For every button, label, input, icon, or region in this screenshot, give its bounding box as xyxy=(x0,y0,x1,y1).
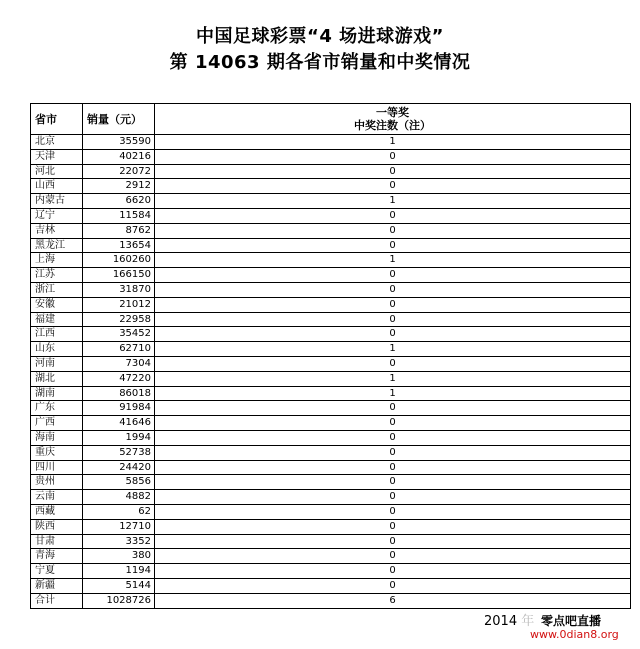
table-row xyxy=(31,564,631,579)
table-row xyxy=(31,430,631,445)
cell-winners: 0 xyxy=(155,549,631,564)
cell-sales: 11584 xyxy=(83,208,155,223)
cell-winners: 0 xyxy=(155,504,631,519)
cell-sales: 21012 xyxy=(83,297,155,312)
cell-winners: 0 xyxy=(155,430,631,445)
table-row xyxy=(31,282,631,297)
cell-sales: 7304 xyxy=(83,356,155,371)
cell-winners: 0 xyxy=(155,475,631,490)
cell-sales: 91984 xyxy=(83,401,155,416)
cell-winners: 0 xyxy=(155,416,631,431)
cell-province: 北京 xyxy=(31,135,83,150)
cell-sales: 5856 xyxy=(83,475,155,490)
cell-winners: 1 xyxy=(155,342,631,357)
cell-province: 湖南 xyxy=(31,386,83,401)
cell-province: 广东 xyxy=(31,401,83,416)
cell-province: 辽宁 xyxy=(31,208,83,223)
cell-province: 内蒙古 xyxy=(31,194,83,209)
total-winners: 6 xyxy=(155,593,631,608)
table-row xyxy=(31,312,631,327)
cell-winners: 0 xyxy=(155,564,631,579)
cell-winners: 1 xyxy=(155,135,631,150)
cell-sales: 1194 xyxy=(83,564,155,579)
cell-province: 黑龙江 xyxy=(31,238,83,253)
cell-province: 吉林 xyxy=(31,223,83,238)
cell-province: 海南 xyxy=(31,430,83,445)
cell-province: 宁夏 xyxy=(31,564,83,579)
table-row xyxy=(31,268,631,283)
table-row xyxy=(31,460,631,475)
table-row xyxy=(31,327,631,342)
cell-province: 陕西 xyxy=(31,519,83,534)
table-row xyxy=(31,371,631,386)
cell-province: 山东 xyxy=(31,342,83,357)
cell-winners: 0 xyxy=(155,519,631,534)
cell-sales: 3352 xyxy=(83,534,155,549)
cell-winners: 0 xyxy=(155,149,631,164)
cell-sales: 5144 xyxy=(83,578,155,593)
cell-sales: 40216 xyxy=(83,149,155,164)
header-sales: 销量（元） xyxy=(83,104,155,135)
table-row xyxy=(31,475,631,490)
cell-winners: 0 xyxy=(155,282,631,297)
cell-winners: 0 xyxy=(155,490,631,505)
header-province: 省市 xyxy=(31,104,83,135)
table-row xyxy=(31,208,631,223)
table-row xyxy=(31,223,631,238)
cell-province: 新疆 xyxy=(31,578,83,593)
cell-winners: 0 xyxy=(155,445,631,460)
table-body xyxy=(31,135,631,609)
table-row xyxy=(31,149,631,164)
cell-sales: 24420 xyxy=(83,460,155,475)
total-sales: 1028726 xyxy=(83,593,155,608)
cell-sales: 35452 xyxy=(83,327,155,342)
cell-province: 河南 xyxy=(31,356,83,371)
cell-province: 浙江 xyxy=(31,282,83,297)
cell-sales: 12710 xyxy=(83,519,155,534)
table-row xyxy=(31,401,631,416)
cell-winners: 0 xyxy=(155,327,631,342)
cell-sales: 4882 xyxy=(83,490,155,505)
cell-winners: 0 xyxy=(155,401,631,416)
table-row xyxy=(31,179,631,194)
cell-winners: 0 xyxy=(155,238,631,253)
cell-winners: 0 xyxy=(155,223,631,238)
cell-winners: 0 xyxy=(155,356,631,371)
table-row xyxy=(31,356,631,371)
cell-sales: 62 xyxy=(83,504,155,519)
cell-winners: 1 xyxy=(155,194,631,209)
table-row xyxy=(31,297,631,312)
cell-winners: 0 xyxy=(155,534,631,549)
cell-sales: 86018 xyxy=(83,386,155,401)
cell-winners: 1 xyxy=(155,386,631,401)
cell-province: 江苏 xyxy=(31,268,83,283)
cell-province: 江西 xyxy=(31,327,83,342)
footer-date-faded: 年 xyxy=(521,614,535,629)
cell-province: 天津 xyxy=(31,149,83,164)
table-row xyxy=(31,504,631,519)
cell-province: 四川 xyxy=(31,460,83,475)
cell-province: 甘肃 xyxy=(31,534,83,549)
table-row xyxy=(31,194,631,209)
cell-province: 重庆 xyxy=(31,445,83,460)
cell-sales: 52738 xyxy=(83,445,155,460)
table-row xyxy=(31,253,631,268)
cell-province: 河北 xyxy=(31,164,83,179)
table-row xyxy=(31,135,631,150)
cell-sales: 2912 xyxy=(83,179,155,194)
cell-province: 山西 xyxy=(31,179,83,194)
table-row xyxy=(31,386,631,401)
cell-province: 安徽 xyxy=(31,297,83,312)
header-prize-line2: 中奖注数（注） xyxy=(354,119,431,132)
cell-province: 湖北 xyxy=(31,371,83,386)
header-prize xyxy=(155,104,631,135)
cell-sales: 380 xyxy=(83,549,155,564)
cell-winners: 1 xyxy=(155,253,631,268)
cell-province: 云南 xyxy=(31,490,83,505)
header-prize-line1: 一等奖 xyxy=(376,106,409,119)
sales-table xyxy=(30,103,631,609)
table-row xyxy=(31,238,631,253)
cell-province: 西藏 xyxy=(31,504,83,519)
cell-winners: 1 xyxy=(155,371,631,386)
cell-sales: 166150 xyxy=(83,268,155,283)
cell-winners: 0 xyxy=(155,578,631,593)
cell-province: 广西 xyxy=(31,416,83,431)
table-row xyxy=(31,519,631,534)
table-row xyxy=(31,578,631,593)
total-row xyxy=(31,593,631,608)
cell-province: 福建 xyxy=(31,312,83,327)
cell-winners: 0 xyxy=(155,297,631,312)
cell-sales: 6620 xyxy=(83,194,155,209)
cell-sales: 31870 xyxy=(83,282,155,297)
cell-winners: 0 xyxy=(155,208,631,223)
cell-province: 贵州 xyxy=(31,475,83,490)
watermark-text: 零点吧直播 xyxy=(541,614,602,628)
cell-province: 上海 xyxy=(31,253,83,268)
cell-winners: 0 xyxy=(155,460,631,475)
title-line-2: 第 14063 期各省市销量和中奖情况 xyxy=(169,52,471,73)
cell-sales: 22958 xyxy=(83,312,155,327)
table-row xyxy=(31,534,631,549)
cell-sales: 62710 xyxy=(83,342,155,357)
watermark-url: www.0dian8.org xyxy=(530,628,619,641)
cell-sales: 41646 xyxy=(83,416,155,431)
total-label: 合计 xyxy=(31,593,83,608)
cell-winners: 0 xyxy=(155,164,631,179)
table-row xyxy=(31,164,631,179)
cell-sales: 22072 xyxy=(83,164,155,179)
cell-winners: 0 xyxy=(155,268,631,283)
cell-sales: 160260 xyxy=(83,253,155,268)
cell-sales: 47220 xyxy=(83,371,155,386)
cell-province: 青海 xyxy=(31,549,83,564)
cell-winners: 0 xyxy=(155,179,631,194)
table-row xyxy=(31,549,631,564)
table-row xyxy=(31,416,631,431)
table-row xyxy=(31,490,631,505)
cell-sales: 13654 xyxy=(83,238,155,253)
cell-winners: 0 xyxy=(155,312,631,327)
footer-date xyxy=(484,610,534,629)
table-header-row xyxy=(31,104,631,135)
table-row xyxy=(31,342,631,357)
cell-sales: 35590 xyxy=(83,135,155,150)
cell-sales: 1994 xyxy=(83,430,155,445)
table-row xyxy=(31,445,631,460)
title-line-1: 中国足球彩票“4 场进球游戏” xyxy=(196,26,444,47)
footer-date-year: 2014 xyxy=(484,614,518,629)
cell-sales: 8762 xyxy=(83,223,155,238)
